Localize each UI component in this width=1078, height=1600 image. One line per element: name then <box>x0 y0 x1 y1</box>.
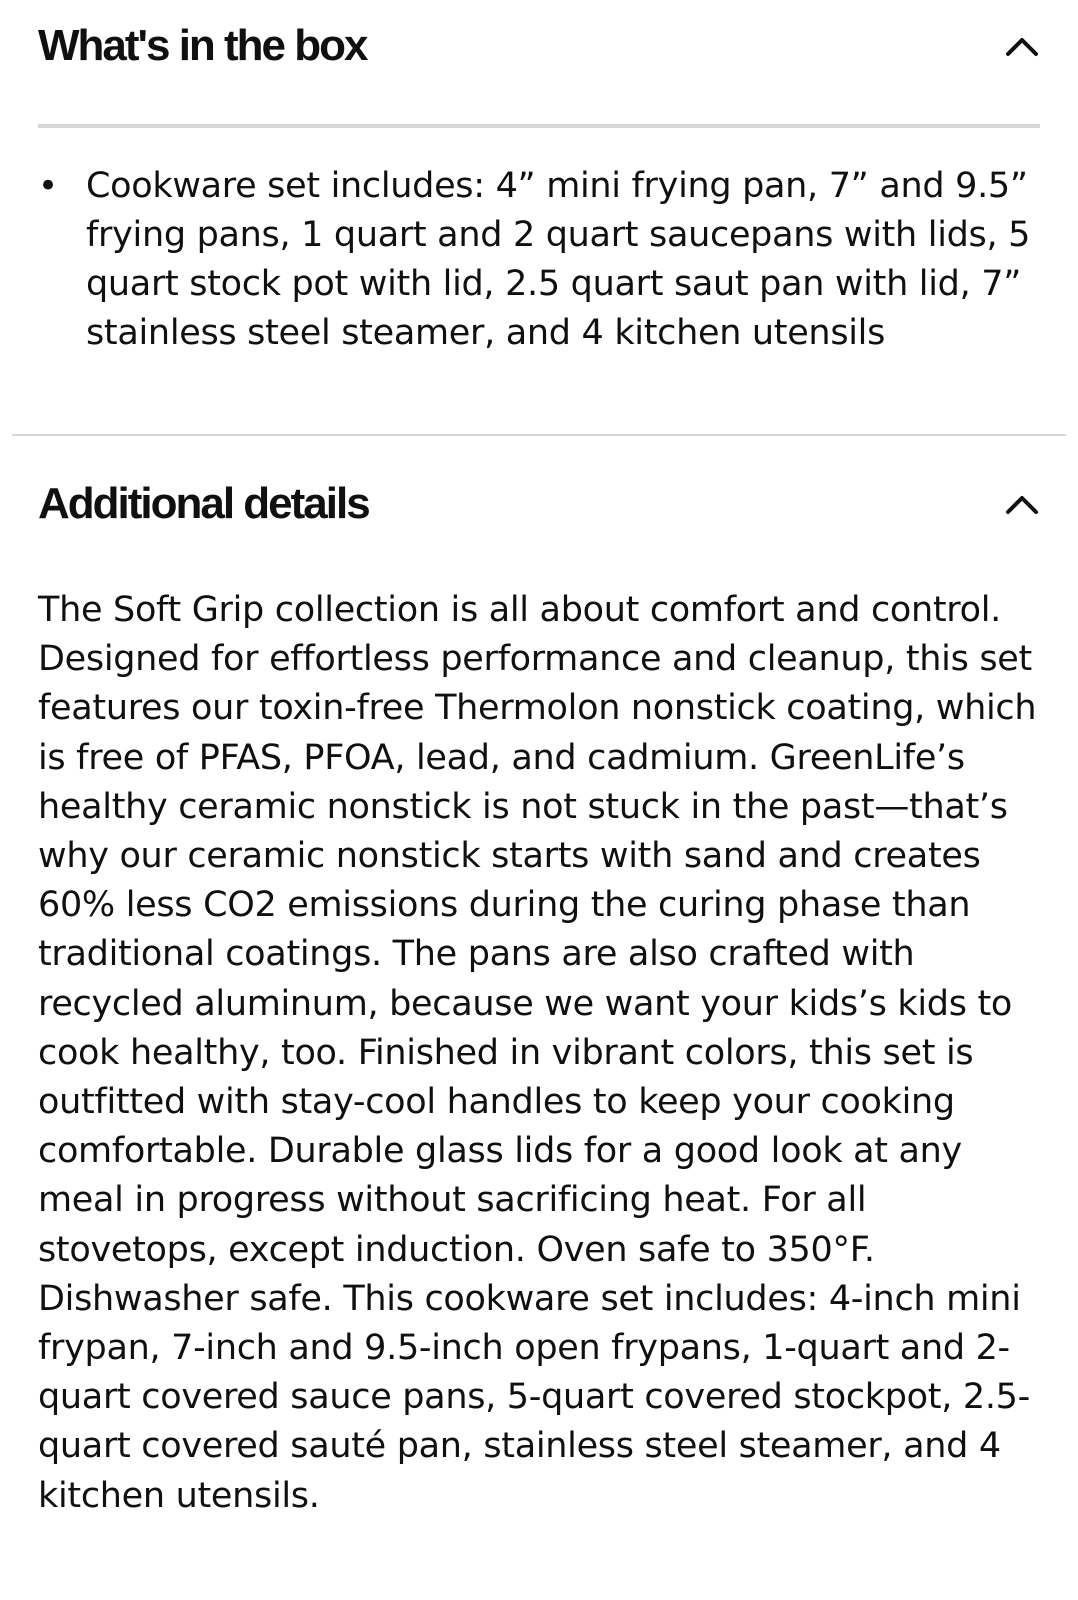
whats-in-box-list <box>38 162 1038 358</box>
chevron-up-icon[interactable] <box>1004 486 1040 522</box>
additional-details-header[interactable] <box>38 472 1040 536</box>
whats-in-box-header[interactable] <box>38 14 1040 78</box>
list-item-text: Cookware set includes: 4” mini frying pan, 7” and 9.5” frying pans, 1 quart and 2 quart saucepans with lids, 5 quart stock pot with lid, 2.5 quart saut pan with lid, 7” stainless steel steamer, and 4 kitchen utensils <box>86 166 1031 353</box>
section-divider <box>12 434 1066 436</box>
bullet-dot-icon: • <box>38 166 58 206</box>
whats-in-box-divider <box>38 124 1040 128</box>
whats-in-box-title: What's in the box <box>38 21 367 70</box>
additional-details-title: Additional details <box>38 479 369 528</box>
additional-details-body: The Soft Grip collection is all about comfort and control. Designed for effortless performance and cleanup, this set features our toxin-free Thermolon nonstick coating, which is free of PFAS, PFOA, lead, and cadmium. GreenLife’s healthy ceramic nonstick is not stuck in the past—that’s why our ceramic nonstick starts with sand and creates 60% less CO2 emissions during the curing phase than traditional coatings. The pans are also crafted with recycled aluminum, because we want your kids’s kids to cook healthy, too. Finished in vibrant colors, this set is outfitted with stay-cool handles to keep your cooking comfortable. Durable glass lids for a good look at any meal in progress without sacrificing heat. For all stovetops, except induction. Oven safe to 350°F. Dishwasher safe. This cookware set includes: 4-inch mini frypan, 7-inch and 9.5-inch open frypans, 1-quart and 2-quart covered sauce pans, 5-quart covered stockpot, 2.5-quart covered sauté pan, stainless steel steamer, and 4 kitchen utensils. <box>38 590 1037 1516</box>
chevron-up-icon[interactable] <box>1004 28 1040 64</box>
list-item <box>38 162 1038 358</box>
